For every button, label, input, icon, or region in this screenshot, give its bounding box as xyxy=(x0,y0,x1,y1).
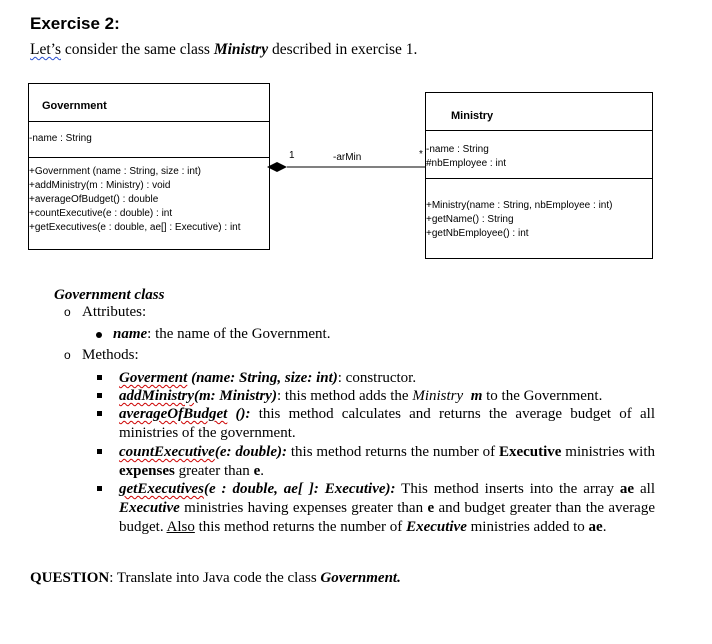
uml-attribute: #nbEmployee : int xyxy=(426,158,507,169)
uml-ministry-name: Ministry xyxy=(451,110,494,122)
circle-bullet-icon: o xyxy=(64,305,71,319)
methods-label: Methods: xyxy=(82,347,139,363)
method-average-of-budget: averageOfBudget (): this method calculates and returns the average budget of all ministries of the government. xyxy=(119,406,655,441)
intro-class-name: Ministry xyxy=(213,41,269,58)
square-bullet-icon xyxy=(97,486,102,491)
attributes-label: Attributes: xyxy=(82,304,147,320)
uml-attribute: -name : String xyxy=(29,133,92,144)
circle-bullet-icon: o xyxy=(64,348,71,362)
uml-government-class xyxy=(28,83,270,250)
uml-attribute: -name : String xyxy=(426,144,489,155)
method-add-ministry: addMinistry(m: Ministry): this method adds the Ministry m to the Government. xyxy=(119,388,603,404)
square-bullet-icon xyxy=(97,375,102,380)
exercise-heading: Exercise 2: xyxy=(30,14,120,33)
association-multiplicity-left: 1 xyxy=(289,150,295,161)
uml-method: +Ministry(name : String, nbEmployee : int) xyxy=(426,200,613,211)
uml-ministry-class xyxy=(425,92,653,259)
uml-government-name: Government xyxy=(42,100,107,112)
composition-diamond xyxy=(267,162,287,172)
method-constructor: Goverment (name: String, size: int): constructor. xyxy=(119,370,417,386)
uml-method: +getExecutives(e : double, ae[] : Executive) : int xyxy=(29,222,241,233)
method-count-executive: countExecutive(e: double): this method returns the number of Executive ministries with expenses greater than e. xyxy=(119,444,655,479)
uml-method: +addMinistry(m : Ministry) : void xyxy=(29,180,171,191)
uml-method: +Government (name : String, size : int) xyxy=(29,166,202,177)
association-role: -arMin xyxy=(333,152,362,163)
dot-bullet-icon xyxy=(96,332,102,338)
attribute-item: name: the name of the Government. xyxy=(113,326,331,342)
square-bullet-icon xyxy=(97,449,102,454)
intro-lets: Let’s xyxy=(30,41,61,58)
uml-method: +getNbEmployee() : int xyxy=(426,228,529,239)
uml-method: +countExecutive(e : double) : int xyxy=(29,208,173,219)
method-get-executives: getExecutives(e : double, ae[ ]: Executive): This method inserts into the array ae all Executive ministries having expenses greater than e and budget greater than the average budget. Also this method returns the number of Executive ministries added to ae. xyxy=(119,481,655,535)
uml-method: +getName() : String xyxy=(426,214,514,225)
association-multiplicity-right: * xyxy=(419,149,423,160)
question-text: QUESTION: Translate into Java code the class Government. xyxy=(30,570,401,586)
square-bullet-icon xyxy=(97,393,102,398)
square-bullet-icon xyxy=(97,411,102,416)
uml-method: +averageOfBudget() : double xyxy=(29,194,159,205)
class-section-title: Government class xyxy=(54,287,165,303)
intro-text: Let’s consider the same class Ministry described in exercise 1. xyxy=(30,41,418,58)
